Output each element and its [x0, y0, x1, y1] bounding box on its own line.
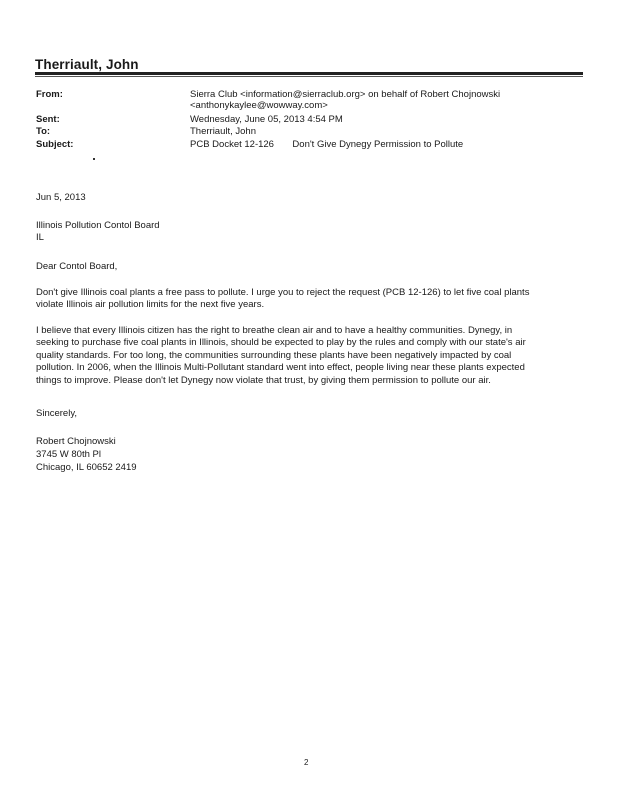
paragraph-2-line: things to improve. Please don't let Dynegy now violate that trust, by giving them permission to pollute our air. — [36, 374, 491, 386]
recipient-line-2: IL — [36, 232, 44, 243]
paragraph-1 — [36, 287, 576, 312]
from-value-email: <anthonykaylee@wowway.com> — [190, 100, 328, 111]
paragraph-2-line: pollution. In 2006, when the Illinois Multi-Pollutant standard went into effect, people living near these plants expected — [36, 362, 525, 374]
paragraph-2 — [36, 325, 576, 387]
mailbox-owner-name: Therriault, John — [35, 57, 139, 72]
signature-address: 3745 W 80th Pl — [36, 449, 101, 460]
from-value: Sierra Club <information@sierraclub.org> on behalf of Robert Chojnowski — [190, 89, 501, 100]
header-rule — [35, 72, 583, 75]
paragraph-1-line: violate Illinois air pollution limits for the next five years. — [36, 299, 265, 311]
recipient-line-1: Illinois Pollution Contol Board — [36, 220, 160, 231]
scan-speck — [93, 158, 95, 160]
from-label: From: — [36, 89, 63, 100]
closing: Sincerely, — [36, 408, 78, 419]
paragraph-1-line: Don't give Illinois coal plants a free pass to pollute. I urge you to reject the request (PCB 12-126) to let five coal plants — [36, 287, 530, 298]
subject-label: Subject: — [36, 139, 74, 150]
to-value: Therriault, John — [190, 126, 257, 137]
paragraph-2-line: seeking to purchase five coal plants in Illinois, should be expected to play by the rules and comply with our state's air — [36, 337, 526, 349]
header-rule-thin — [35, 76, 583, 77]
paragraph-2-line: I believe that every Illinois citizen has the right to breathe clean air and to have a healthy communities. Dynegy, in — [36, 325, 513, 336]
letter-date: Jun 5, 2013 — [36, 192, 86, 203]
sent-value: Wednesday, June 05, 2013 4:54 PM — [190, 114, 343, 125]
to-label: To: — [36, 126, 51, 137]
signature-city: Chicago, IL 60652 2419 — [36, 462, 137, 473]
page-number: 2 — [304, 758, 309, 767]
sent-label: Sent: — [36, 114, 60, 125]
salutation: Dear Contol Board, — [36, 261, 118, 272]
subject-value: PCB Docket 12-126 Don't Give Dynegy Permission to Pollute — [190, 139, 464, 150]
signature-name: Robert Chojnowski — [36, 436, 116, 447]
paragraph-2-line: quality standards. For too long, the communities surrounding these plants have been negatively impacted by coal — [36, 349, 512, 361]
